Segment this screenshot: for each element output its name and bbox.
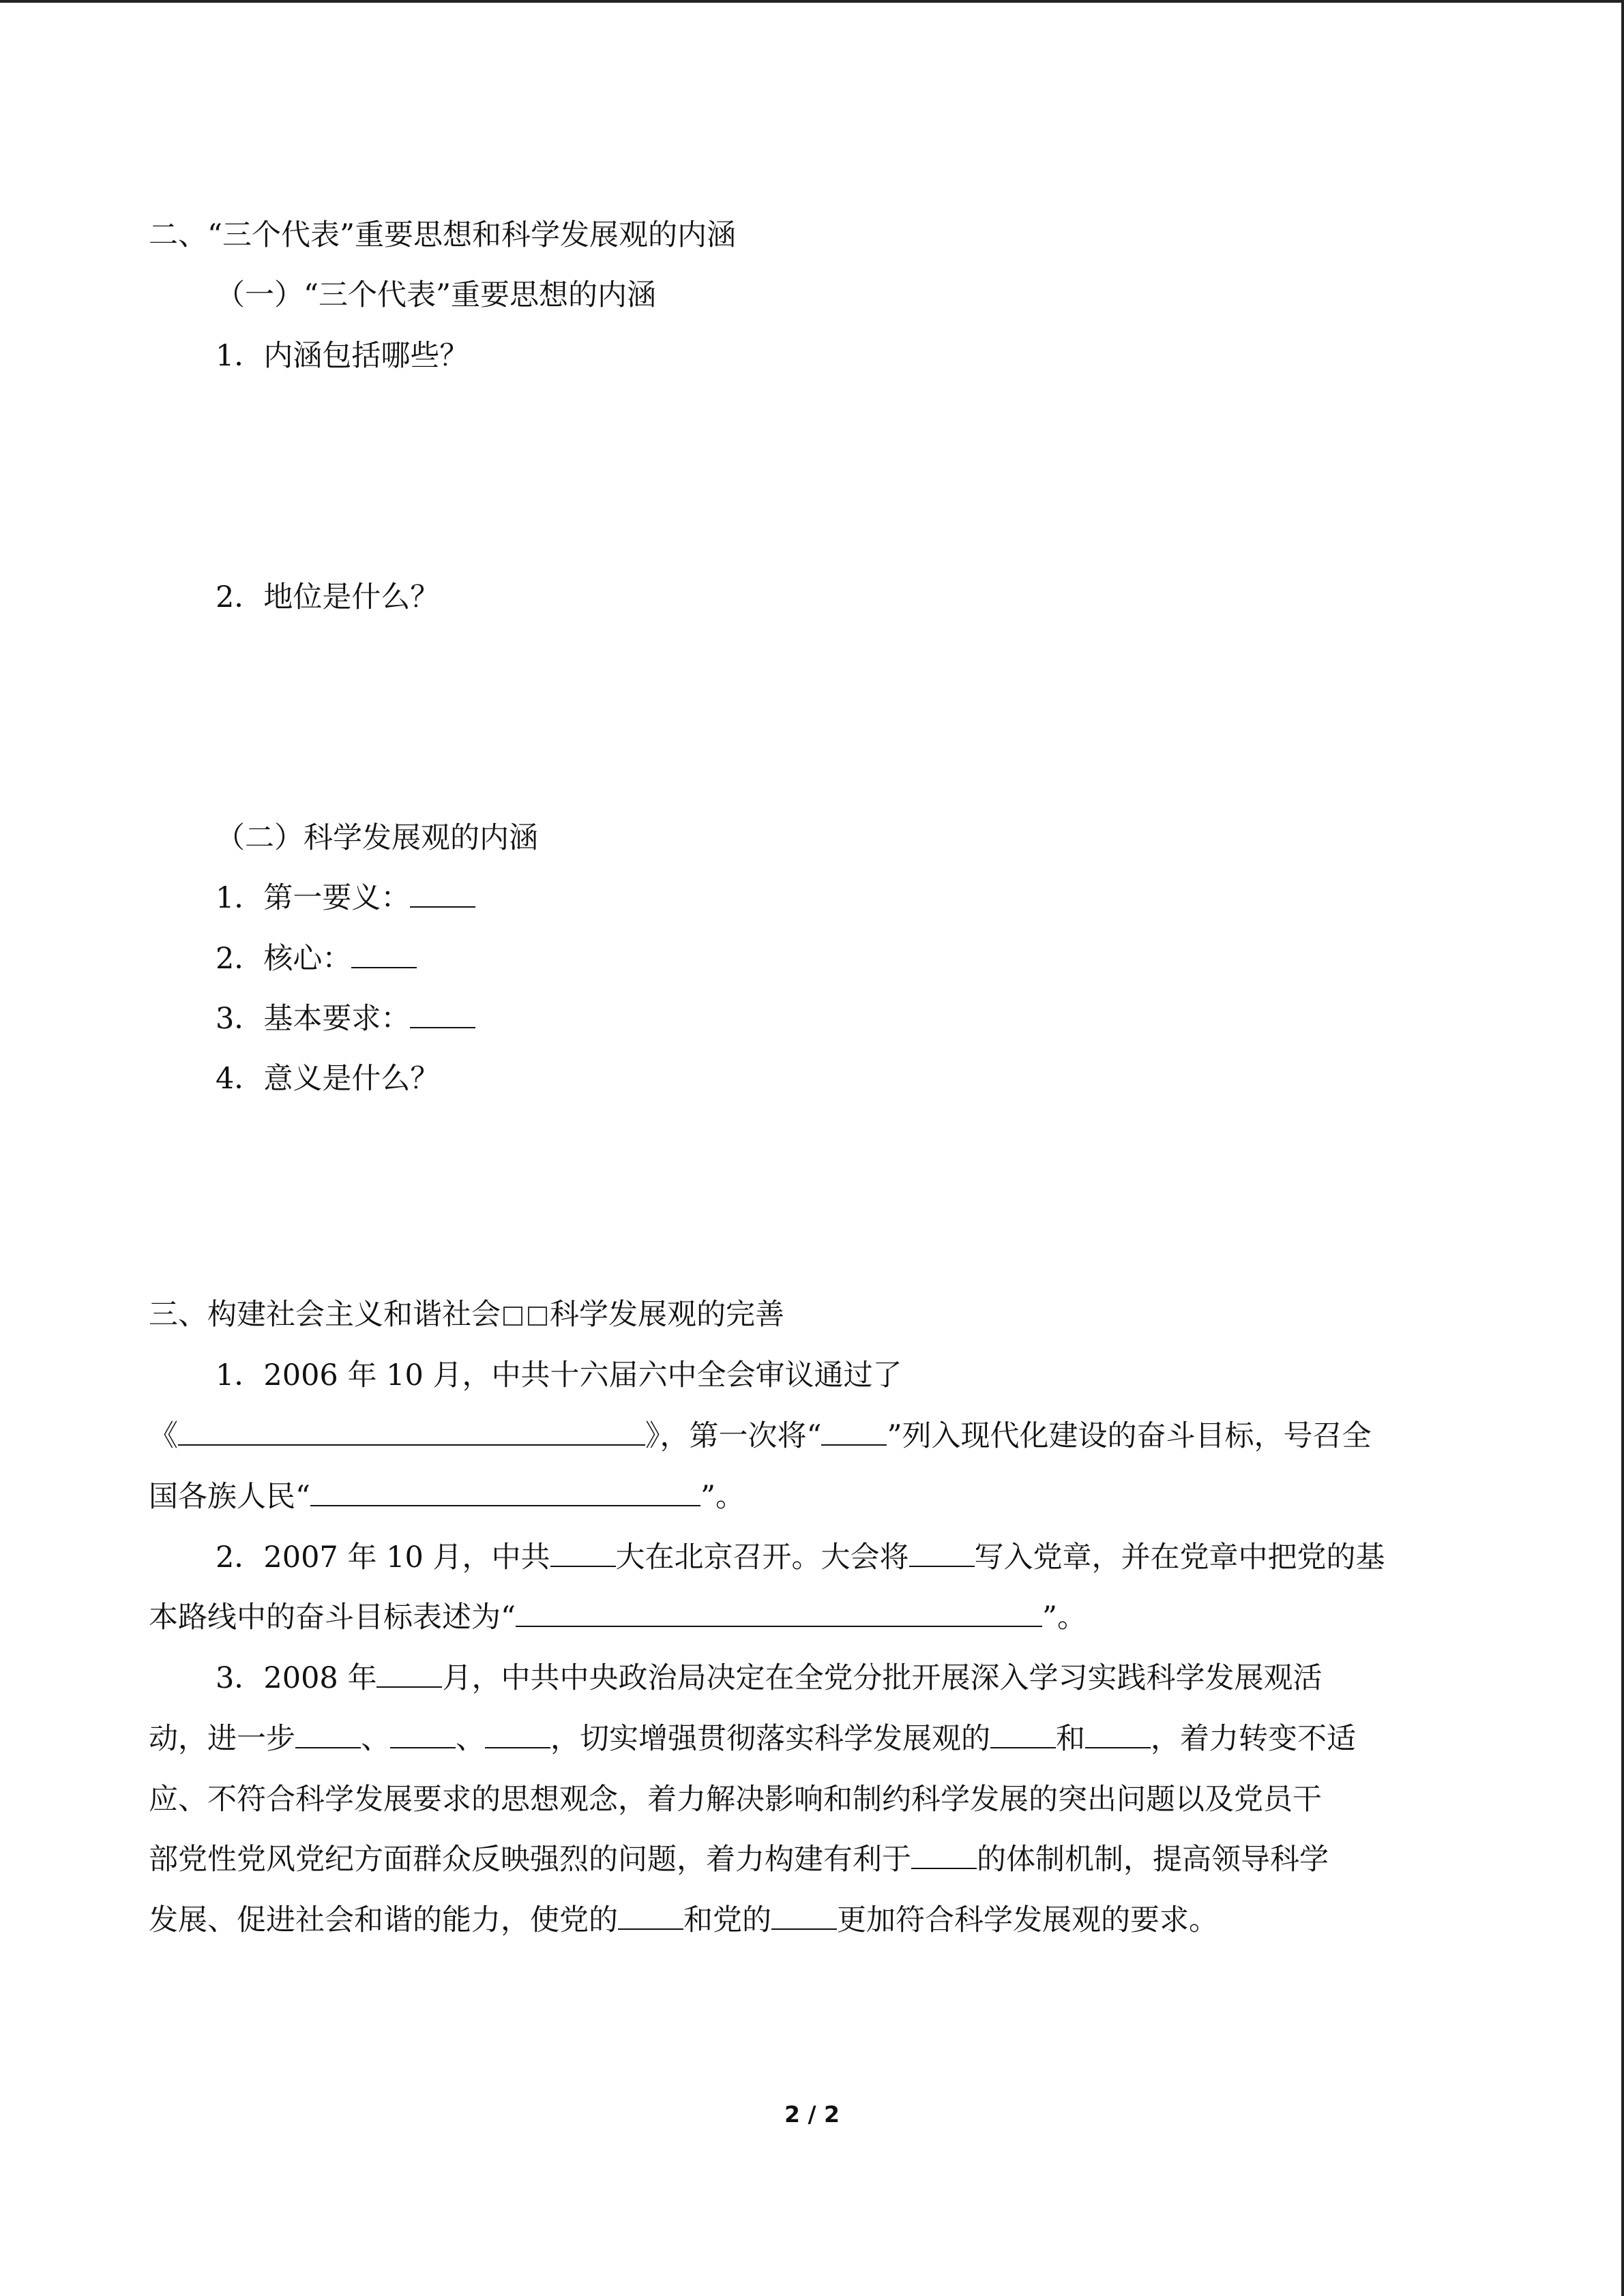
text: 3．2008 年 bbox=[216, 1661, 377, 1695]
answer-blank[interactable] bbox=[178, 1417, 645, 1446]
subsection-2-heading: （二）科学发展观的内涵 bbox=[216, 821, 538, 855]
answer-blank[interactable] bbox=[390, 1720, 456, 1748]
text: 大在北京召开。大会将 bbox=[615, 1540, 909, 1575]
text: ”。 bbox=[700, 1480, 745, 1514]
label: 1．第一要义： bbox=[216, 881, 411, 915]
p3-line-3: 应、不符合科学发展要求的思想观念，着力解决影响和制约科学发展的突出问题以及党员干 bbox=[149, 1783, 1322, 1817]
text: ”。 bbox=[1042, 1600, 1087, 1635]
answer-blank[interactable] bbox=[909, 1538, 975, 1567]
answer-blank[interactable] bbox=[351, 940, 417, 968]
p3-line-4 bbox=[149, 1839, 1329, 1880]
answer-blank[interactable] bbox=[1085, 1720, 1151, 1748]
text: 和党的 bbox=[683, 1903, 771, 1937]
label: 2．核心： bbox=[216, 942, 352, 976]
text: ，切实增强贯彻落实科学发展观的 bbox=[550, 1722, 990, 1756]
heading-part-b: 科学发展观的完善 bbox=[550, 1298, 784, 1332]
answer-blank[interactable] bbox=[911, 1840, 977, 1869]
question-core bbox=[216, 938, 417, 979]
answer-blank[interactable] bbox=[310, 1478, 700, 1506]
text: 更加符合科学发展观的要求。 bbox=[837, 1903, 1218, 1937]
text: 2．2007 年 10 月，中共 bbox=[216, 1540, 550, 1575]
answer-blank[interactable] bbox=[618, 1901, 683, 1930]
label: 3．基本要求： bbox=[216, 1002, 411, 1036]
page-border-top bbox=[0, 0, 1624, 3]
section-3-heading bbox=[149, 1294, 784, 1335]
p3-line-1 bbox=[216, 1658, 1322, 1699]
text: 部党性党风党纪方面群众反映强烈的问题，着力构建有利于 bbox=[149, 1843, 911, 1877]
subsection-1-heading: （一）“三个代表”重要思想的内涵 bbox=[216, 278, 656, 312]
answer-blank[interactable] bbox=[990, 1720, 1056, 1748]
text: ，着力转变不适 bbox=[1151, 1722, 1356, 1756]
text: 本路线中的奋斗目标表述为“ bbox=[149, 1600, 516, 1635]
text: 动，进一步 bbox=[149, 1722, 295, 1756]
text: 、 bbox=[456, 1722, 485, 1756]
text: 》，第一次将“ bbox=[645, 1419, 822, 1453]
answer-blank[interactable] bbox=[485, 1720, 550, 1748]
p1-line-3 bbox=[149, 1476, 745, 1517]
p2-line-1 bbox=[216, 1537, 1385, 1578]
p2-line-2 bbox=[149, 1597, 1087, 1638]
question-basic-requirement bbox=[216, 998, 475, 1039]
text: 的体制机制，提高领导科学 bbox=[977, 1843, 1329, 1877]
answer-blank[interactable] bbox=[410, 1000, 475, 1028]
p3-line-5 bbox=[149, 1900, 1218, 1941]
answer-blank[interactable] bbox=[516, 1598, 1042, 1627]
text: 写入党章，并在党章中把党的基 bbox=[974, 1540, 1385, 1575]
page-border-right bbox=[1621, 0, 1624, 2296]
question-significance: 4．意义是什么？ bbox=[216, 1062, 440, 1096]
answer-blank[interactable] bbox=[550, 1538, 616, 1567]
p3-line-2 bbox=[149, 1718, 1356, 1759]
missing-glyph-box bbox=[528, 1307, 547, 1326]
answer-blank[interactable] bbox=[377, 1659, 442, 1688]
answer-blank[interactable] bbox=[295, 1720, 361, 1748]
answer-blank[interactable] bbox=[771, 1901, 837, 1930]
section-2-heading: 二、“三个代表”重要思想和科学发展观的内涵 bbox=[149, 218, 736, 252]
answer-blank[interactable] bbox=[821, 1417, 887, 1446]
heading-part-a: 三、构建社会主义和谐社会 bbox=[149, 1298, 501, 1332]
question-content: 1．内涵包括哪些？ bbox=[216, 339, 469, 373]
text: 国各族人民“ bbox=[149, 1480, 310, 1514]
question-first-principle bbox=[216, 878, 475, 919]
text: 和 bbox=[1056, 1722, 1085, 1756]
page-number: 2 / 2 bbox=[784, 2101, 840, 2128]
answer-blank[interactable] bbox=[410, 879, 475, 908]
text: ”列入现代化建设的奋斗目标，号召全 bbox=[887, 1419, 1372, 1453]
text: 、 bbox=[361, 1722, 390, 1756]
text: 《 bbox=[149, 1419, 178, 1453]
text: 月，中共中央政治局决定在全党分批开展深入学习实践科学发展观活 bbox=[442, 1661, 1323, 1695]
p1-line-1: 1．2006 年 10 月，中共十六届六中全会审议通过了 bbox=[216, 1358, 902, 1392]
p1-line-2 bbox=[149, 1416, 1371, 1457]
text: 发展、促进社会和谐的能力，使党的 bbox=[149, 1903, 618, 1937]
question-status: 2．地位是什么？ bbox=[216, 580, 440, 614]
missing-glyph-box bbox=[503, 1307, 522, 1326]
